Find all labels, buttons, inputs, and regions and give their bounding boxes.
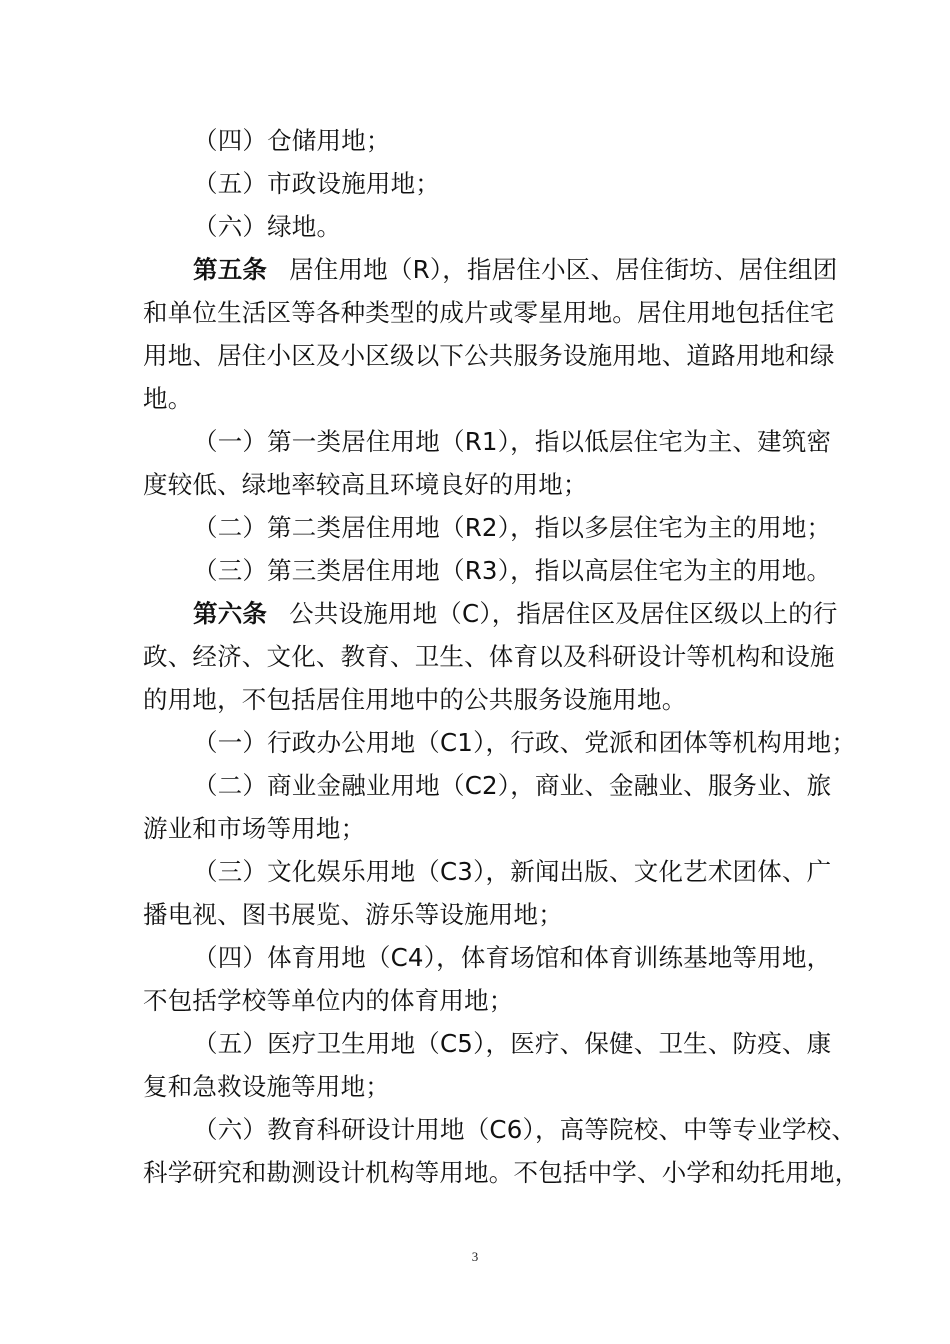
list-item: （四）体育用地（C4），体育场馆和体育训练基地等用地， (193, 943, 832, 972)
paragraph-line: 不包括学校等单位内的体育用地； (143, 986, 514, 1015)
body-text (143, 119, 860, 1194)
list-item: （五）医疗卫生用地（C5），医疗、保健、卫生、防疫、康 (193, 1029, 832, 1058)
paragraph-line: 地。 (143, 384, 193, 413)
paragraph-line: 和单位生活区等各种类型的成片或零星用地。居住用地包括住宅 (143, 298, 835, 327)
article-5-heading: 第五条 (193, 255, 268, 284)
paragraph-line: 播电视、图书展览、游乐等设施用地； (143, 900, 563, 929)
article-6-heading: 第六条 (193, 599, 268, 628)
list-item: （四）仓储用地； (193, 126, 391, 155)
list-item: （二）第二类居住用地（R2），指以多层住宅为主的用地； (193, 513, 832, 542)
article-6-first-line (143, 592, 838, 635)
paragraph-line: 游业和市场等用地； (143, 814, 366, 843)
article-6-text: 公共设施用地（C），指居住区及居住区级以上的行 (289, 599, 838, 628)
paragraph-line: 科学研究和勘测设计机构等用地。不包括中学、小学和幼托用地， (143, 1158, 860, 1187)
list-item: （三）第三类居住用地（R3），指以高层住宅为主的用地。 (193, 556, 832, 585)
article-5-first-line (143, 248, 838, 291)
paragraph-line: 政、经济、文化、教育、卫生、体育以及科研设计等机构和设施 (143, 642, 835, 671)
page-number: 3 (471, 1249, 479, 1264)
list-item: （一）第一类居住用地（R1），指以低层住宅为主、建筑密 (193, 427, 832, 456)
list-item: （六）教育科研设计用地（C6），高等院校、中等专业学校、 (193, 1115, 857, 1144)
paragraph-line: 的用地，不包括居住用地中的公共服务设施用地。 (143, 685, 687, 714)
paragraph-line: 用地、居住小区及小区级以下公共服务设施用地、道路用地和绿 (143, 341, 835, 370)
list-item: （五）市政设施用地； (193, 169, 440, 198)
list-item: （二）商业金融业用地（C2），商业、金融业、服务业、旅 (193, 771, 832, 800)
list-item: （六）绿地。 (193, 212, 342, 241)
article-5-text: 居住用地（R），指居住小区、居住街坊、居住组团 (289, 255, 838, 284)
paragraph-line: 复和急救设施等用地； (143, 1072, 390, 1101)
list-item: （三）文化娱乐用地（C3），新闻出版、文化艺术团体、广 (193, 857, 832, 886)
paragraph-line: 度较低、绿地率较高且环境良好的用地； (143, 470, 588, 499)
list-item: （一）行政办公用地（C1），行政、党派和团体等机构用地； (193, 728, 857, 757)
